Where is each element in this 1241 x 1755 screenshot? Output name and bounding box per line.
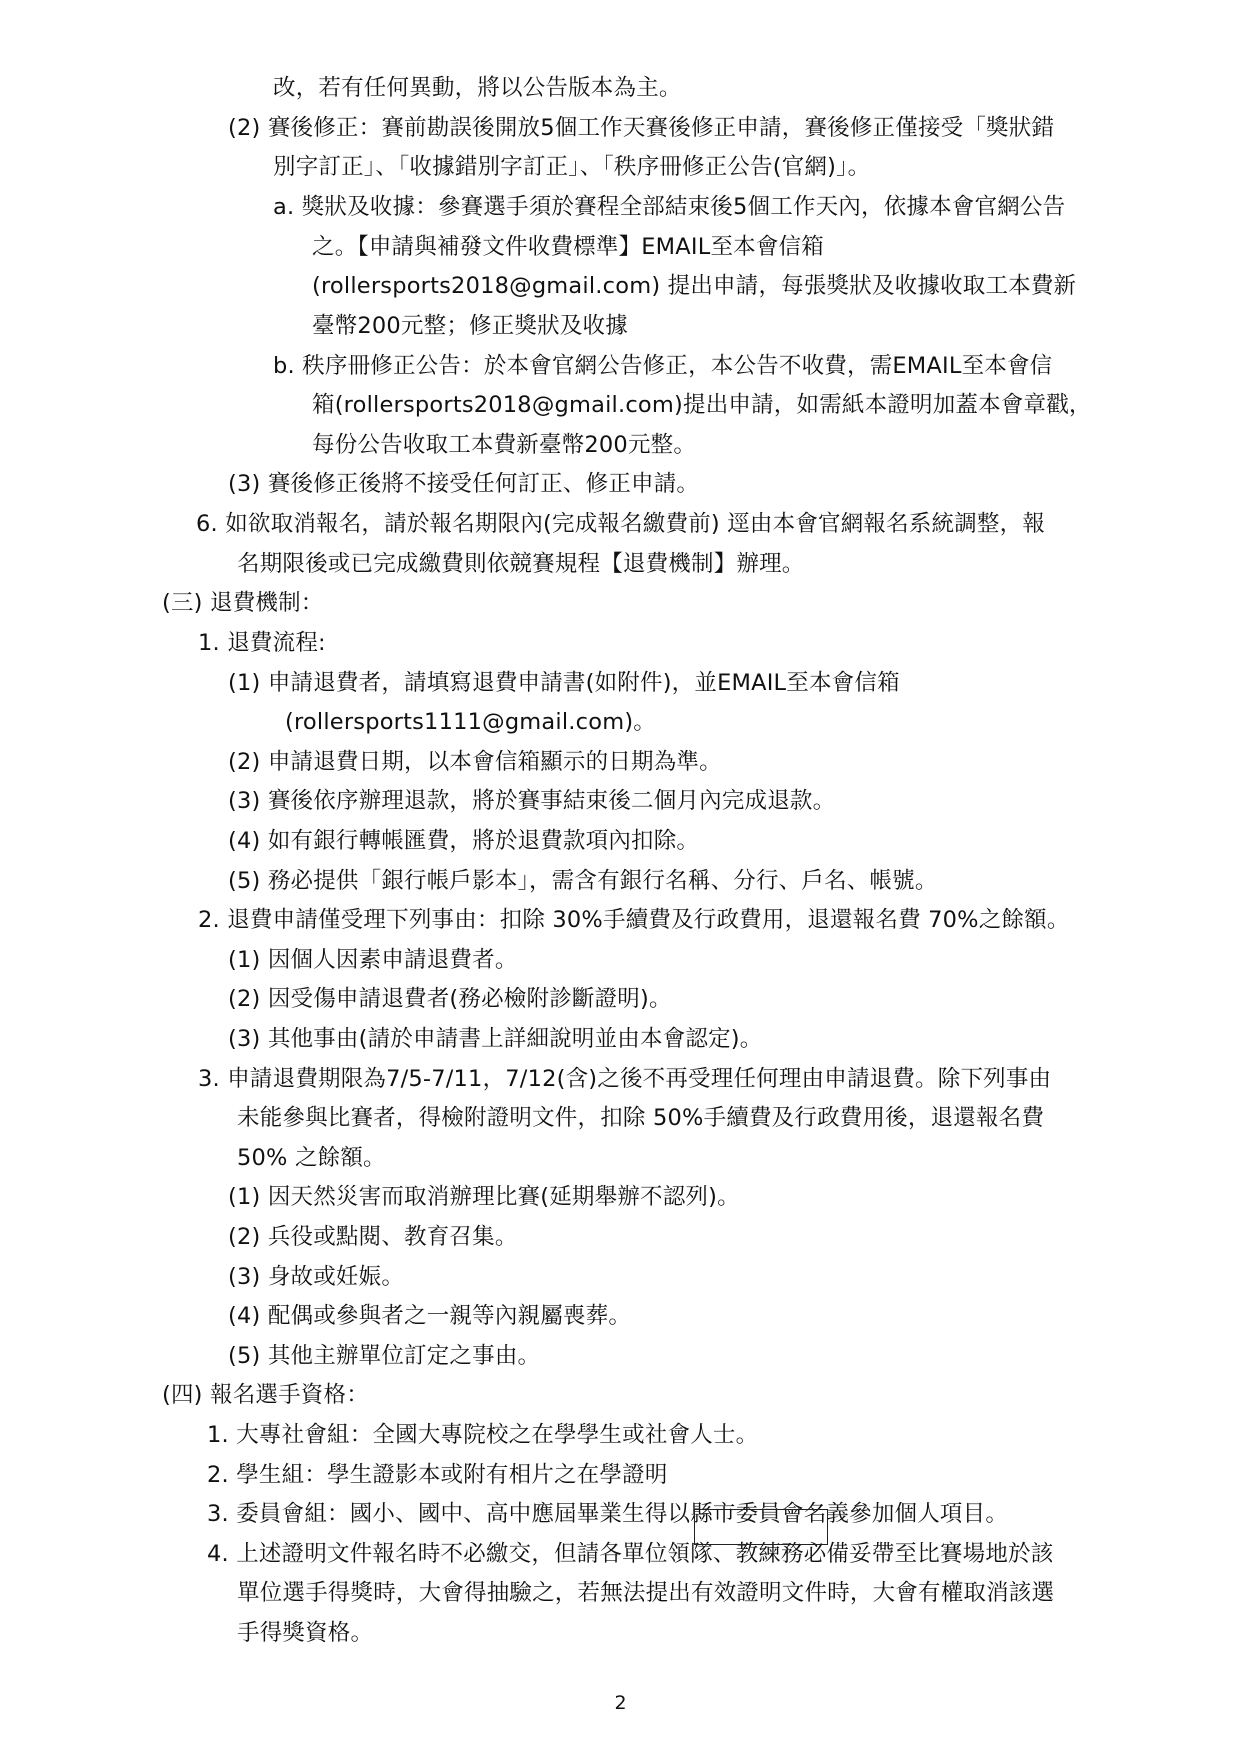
text-line: (2) 因受傷申請退費者(務必檢附診斷證明)。 bbox=[228, 986, 672, 1012]
text-line: (rollersports2018@gmail.com) 提出申請，每張獎狀及收據收取工本費新 bbox=[312, 273, 1077, 299]
text-line: b. 秩序冊修正公告：於本會官網公告修正，本公告不收費，需EMAIL至本會信 bbox=[273, 353, 1053, 379]
text-line: (2) 兵役或點閱、教育召集。 bbox=[228, 1224, 518, 1250]
text-line: 2. 退費申請僅受理下列事由：扣除 30%手續費及行政費用，退還報名費 70%之餘額。 bbox=[198, 907, 1070, 933]
text-line: 3. 申請退費期限為7/5-7/11，7/12(含)之後不再受理任何理由申請退費。除下列事由 bbox=[198, 1066, 1052, 1092]
text-line: 4. 上述證明文件報名時不必繳交，但請各單位領隊、教練務必備妥帶至比賽場地於該 bbox=[207, 1541, 1054, 1567]
text-line: (5) 務必提供「銀行帳戶影本」，需含有銀行名稱、分行、戶名、帳號。 bbox=[228, 868, 938, 894]
text-line: (四) 報名選手資格： bbox=[162, 1382, 369, 1408]
text-line: (4) 配偶或參與者之一親等內親屬喪葬。 bbox=[228, 1303, 632, 1329]
text-line: 箱(rollersports2018@gmail.com)提出申請，如需紙本證明加蓋本會章戳， bbox=[312, 392, 1092, 418]
text-line: (三) 退費機制： bbox=[162, 590, 324, 616]
text-line: (1) 因天然災害而取消辦理比賽(延期舉辦不認列)。 bbox=[228, 1184, 740, 1210]
text-line: (4) 如有銀行轉帳匯費，將於退費款項內扣除。 bbox=[228, 828, 700, 854]
text-line: 1. 退費流程: bbox=[198, 630, 326, 656]
text-line: (1) 申請退費者，請填寫退費申請書(如附件)，並EMAIL至本會信箱 bbox=[228, 670, 900, 696]
text-line: 3. 委員會組：國小、國中、高中應屆畢業生得以縣市委員會名義參加個人項目。 bbox=[207, 1501, 1009, 1527]
text-line: 單位選手得獎時，大會得抽驗之，若無法提出有效證明文件時，大會有權取消該選 bbox=[237, 1580, 1055, 1606]
text-line: 50% 之餘額。 bbox=[237, 1145, 386, 1171]
text-line: (5) 其他主辦單位訂定之事由。 bbox=[228, 1343, 541, 1369]
text-line: 2. 學生組：學生證影本或附有相片之在學證明 bbox=[207, 1462, 668, 1488]
text-line: 之。【申請與補發文件收費標準】EMAIL至本會信箱 bbox=[312, 234, 824, 260]
text-line: 手得獎資格。 bbox=[237, 1620, 374, 1646]
text-line: (2) 賽後修正：賽前勘誤後開放5個工作天賽後修正申請，賽後修正僅接受「獎狀錯 bbox=[228, 115, 1055, 141]
text-line: (rollersports1111@gmail.com)。 bbox=[285, 709, 656, 735]
text-line: (3) 賽後依序辦理退款，將於賽事結束後二個月內完成退款。 bbox=[228, 788, 836, 814]
text-line: 每份公告收取工本費新臺幣200元整。 bbox=[312, 432, 697, 458]
page-number: 2 bbox=[614, 1692, 627, 1714]
text-line: (3) 身故或妊娠。 bbox=[228, 1264, 405, 1290]
text-line: 名期限後或已完成繳費則依競賽規程【退費機制】辦理。 bbox=[237, 551, 805, 577]
text-line: (1) 因個人因素申請退費者。 bbox=[228, 947, 518, 973]
text-line: 1. 大專社會組：全國大專院校之在學學生或社會人士。 bbox=[207, 1422, 759, 1448]
text-line: 改，若有任何異動，將以公告版本為主。 bbox=[273, 75, 682, 101]
text-line: 別字訂正」、「收據錯別字訂正」、「秩序冊修正公告(官網)」。 bbox=[273, 154, 871, 180]
text-line: (2) 申請退費日期，以本會信箱顯示的日期為準。 bbox=[228, 749, 722, 775]
text-line: (3) 賽後修正後將不接受任何訂正、修正申請。 bbox=[228, 471, 700, 497]
text-line: a. 獎狀及收據：參賽選手須於賽程全部結束後5個工作天內，依據本會官網公告 bbox=[273, 194, 1066, 220]
text-line: 未能參與比賽者，得檢附證明文件，扣除 50%手續費及行政費用後，退還報名費 bbox=[237, 1105, 1045, 1131]
text-box-outline bbox=[694, 1509, 828, 1545]
text-line: 6. 如欲取消報名，請於報名期限內(完成報名繳費前) 逕由本會官網報名系統調整，報 bbox=[196, 511, 1046, 537]
text-line: 臺幣200元整；修正獎狀及收據 bbox=[312, 313, 628, 339]
text-line: (3) 其他事由(請於申請書上詳細說明並由本會認定)。 bbox=[228, 1026, 763, 1052]
